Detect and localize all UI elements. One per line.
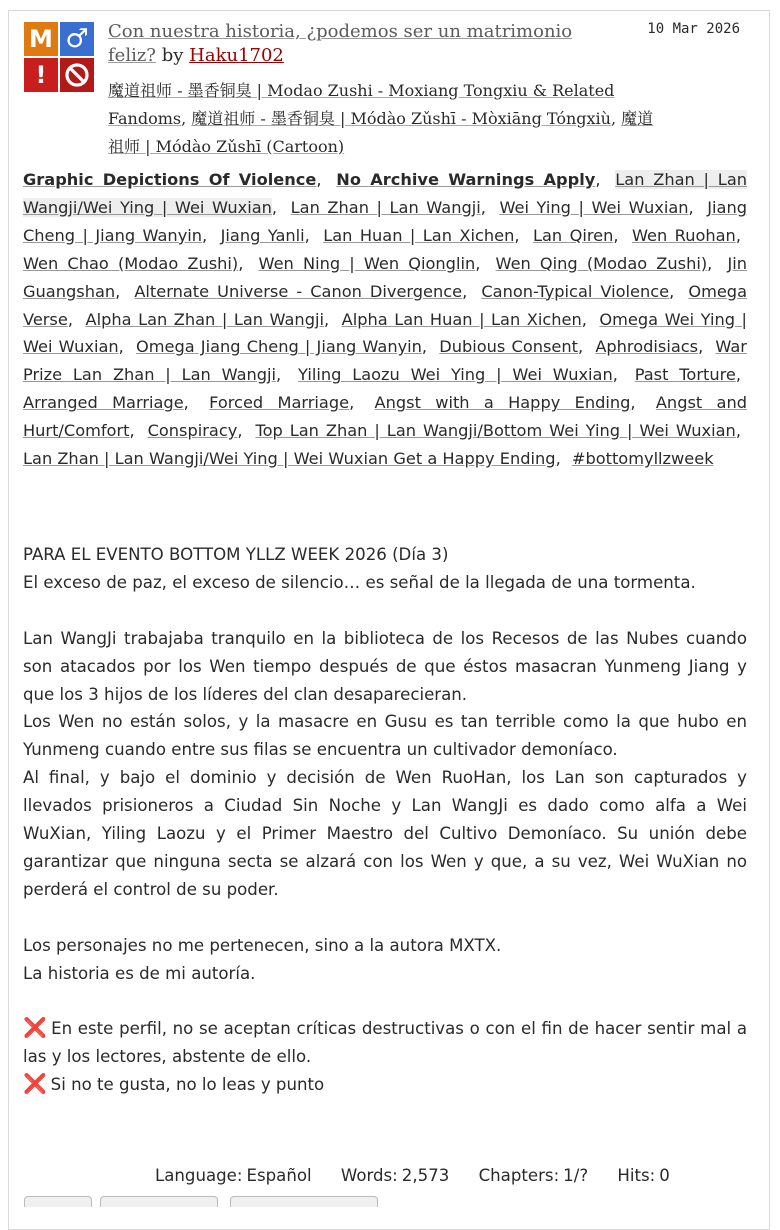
fandom-link[interactable]: 魔道祖师 | Módào Zǔshī (Cartoon): [108, 109, 654, 156]
summary-disclaimer: Los personajes no me pertenecen, sino a la autora MXTX.: [23, 935, 502, 955]
tag-link[interactable]: Jin Guangshan: [23, 253, 747, 301]
tag-separator: ,: [462, 281, 468, 301]
tag-separator: ,: [735, 225, 741, 245]
tag-separator: ,: [316, 170, 322, 189]
tag-separator: ,: [323, 309, 330, 329]
tag-separator: ,: [630, 393, 636, 413]
tag-separator: ,: [115, 281, 121, 301]
hits-label: Hits:: [617, 1166, 656, 1185]
action-button[interactable]: [24, 1196, 92, 1207]
tag-separator: ,: [183, 393, 189, 413]
tag-link[interactable]: Jiang Cheng | Jiang Wanyin: [23, 197, 747, 245]
warning-tag-link[interactable]: No Archive Warnings Apply: [336, 170, 596, 189]
tag-separator: ,: [118, 337, 124, 357]
tag-link[interactable]: Wei Ying | Wei Wuxian: [499, 197, 689, 217]
fandom-link[interactable]: 魔道祖师 - 墨香铜臭 | Módào Zǔshī - Mòxiāng Tóngxiù: [191, 109, 611, 128]
tag-separator: ,: [304, 225, 310, 245]
by-label: by: [161, 45, 184, 66]
tag-separator: ,: [129, 421, 135, 441]
tag-link[interactable]: Omega Verse: [23, 281, 747, 329]
cross-mark-icon: ❌: [23, 1073, 47, 1096]
tag-link[interactable]: Dubious Consent: [439, 337, 578, 357]
tag-separator: ,: [514, 225, 520, 245]
tag-link[interactable]: Past Torture: [634, 365, 736, 385]
tag-separator: ,: [612, 365, 618, 385]
tag-separator: ,: [581, 309, 587, 329]
language-value: Español: [246, 1166, 312, 1185]
date-published: 10 Mar 2026: [647, 21, 740, 37]
summary-paragraph: Los Wen no están solos, y la masacre en Gusu es tan terrible como la que hubo en Yunmeng cuando entre sus filas se encuentra un cultivador demoníaco.: [23, 712, 747, 760]
tag-separator: ,: [707, 253, 713, 273]
tag-link[interactable]: Omega Jiang Cheng | Jiang Wanyin: [135, 337, 422, 357]
tag-separator: ,: [421, 337, 428, 357]
summary-paragraph: Lan WangJi trabajaba tranquilo en la biblioteca de los Recesos de las Nubes cuando son atacados por los Wen tiempo después de que éstos masacran Yunmeng Jiang y que los 3 hijos de los líderes del clan desaparecieran.: [23, 628, 747, 704]
tag-link[interactable]: War Prize Lan Zhan | Lan Wangji: [23, 337, 747, 385]
tag-link[interactable]: Lan Zhan | Lan Wangji/Wei Ying | Wei Wuxian Get a Happy Ending: [23, 449, 556, 469]
tag-link[interactable]: Angst with a Happy Ending: [374, 393, 631, 413]
hits-value: 0: [659, 1166, 670, 1185]
chapters-value: 1/?: [563, 1166, 589, 1185]
tag-separator: ,: [276, 365, 282, 385]
tag-link[interactable]: Aphrodisiacs: [595, 337, 699, 357]
tag-link[interactable]: Alternate Universe - Canon Divergence: [134, 281, 463, 301]
tag-separator: ,: [237, 421, 243, 441]
action-button[interactable]: [230, 1196, 378, 1207]
tag-link[interactable]: Wen Qing (Modao Zushi): [495, 253, 708, 273]
rating-mature-icon[interactable]: M: [24, 22, 58, 56]
tag-link[interactable]: Alpha Lan Zhan | Lan Wangji: [85, 309, 324, 329]
tag-link[interactable]: Alpha Lan Huan | Lan Xichen: [341, 309, 582, 329]
tag-link[interactable]: Forced Marriage: [209, 393, 350, 413]
required-tags: [24, 22, 94, 92]
language-label: Language:: [155, 1166, 243, 1185]
summary-notice: [23, 1071, 747, 1099]
tag-link[interactable]: Arranged Marriage: [23, 393, 184, 413]
tag-link[interactable]: Jiang Yanli: [220, 225, 305, 245]
incomplete-work-icon[interactable]: [60, 58, 94, 92]
words-value: 2,573: [401, 1166, 450, 1185]
tag-separator: ,: [688, 197, 694, 217]
summary-disclaimer: La historia es de mi autoría.: [23, 963, 256, 983]
fandoms-list: 魔道祖师 - 墨香铜臭 | Modao Zushi - Moxiang Tongxiu & Related Fandoms, 魔道祖师 - 墨香铜臭 | Módào Zǔshī - Mòxiāng Tóngxiù, 魔道祖师 | Módào Zǔshī (Cartoon): [108, 81, 654, 156]
tag-link[interactable]: Lan Huan | Lan Xichen: [323, 225, 515, 245]
tag-link[interactable]: Wen Ruohan: [631, 225, 736, 245]
tag-separator: ,: [613, 225, 619, 245]
category-mm-icon[interactable]: ♂: [60, 22, 94, 56]
tag-separator: ,: [349, 393, 355, 413]
tags-list: [23, 166, 747, 473]
tag-separator: ,: [480, 197, 486, 217]
tag-separator: ,: [555, 449, 561, 469]
author-link[interactable]: Haku1702: [189, 45, 284, 66]
tag-separator: ,: [735, 421, 741, 441]
summary-paragraph: El exceso de paz, el exceso de silencio… es señal de la llegada de una tormenta.: [23, 572, 696, 592]
tag-separator: ,: [202, 225, 208, 245]
tag-separator: ,: [475, 253, 481, 273]
tag-separator: ,: [577, 337, 584, 357]
summary-notice: [23, 1015, 747, 1071]
summary-paragraph: Al final, y bajo el dominio y decisión de Wen RuoHan, los Lan son capturados y llevados prisioneros a Ciudad Sin Noche y Lan WangJi es dado como alfa a Wei WuXian, Yiling Laozu y el Primer Maestro del Cultivo Demoníaco. Su unión debe garantizar que ninguna secta se alzará con los Wen y que, a su vez, Wei WuXian no perderá el control de su poder.: [23, 768, 747, 899]
work-stats: [155, 1166, 674, 1185]
work-title-link[interactable]: Con nuestra historia, ¿podemos ser un matrimonio feliz?: [108, 21, 573, 66]
tag-link[interactable]: Top Lan Zhan | Lan Wangji/Bottom Wei Ying | Wei Wuxian: [255, 421, 736, 441]
tag-link[interactable]: Canon-Typical Violence: [481, 281, 670, 301]
tag-separator: ,: [735, 365, 741, 385]
words-label: Words:: [340, 1166, 398, 1185]
tag-separator: ,: [595, 170, 601, 189]
tag-separator: ,: [698, 337, 704, 357]
prohibition-icon: [62, 60, 92, 90]
summary-notice-text: En este perfil, no se aceptan críticas destructivas o con el fin de hacer sentir mal a las y los lectores, abstente de ello.: [23, 1019, 747, 1067]
tag-separator: ,: [238, 253, 244, 273]
tag-link[interactable]: Wen Chao (Modao Zushi): [23, 253, 239, 273]
summary-notice-text: Si no te gusta, no lo leas y punto: [50, 1075, 325, 1095]
tag-link[interactable]: Omega Wei Ying | Wei Wuxian: [23, 309, 747, 357]
tag-separator: ,: [67, 309, 73, 329]
tag-link[interactable]: Angst and Hurt/Comfort: [23, 393, 747, 441]
tag-link[interactable]: Wen Ning | Wen Qionglin: [258, 253, 476, 273]
cross-mark-icon: ❌: [23, 1017, 48, 1040]
tag-separator: ,: [669, 281, 675, 301]
tag-link[interactable]: Yiling Laozu Wei Ying | Wei Wuxian: [298, 365, 613, 385]
tag-link[interactable]: Conspiracy: [147, 421, 238, 441]
action-button[interactable]: [100, 1196, 218, 1207]
warning-tag-link[interactable]: Graphic Depictions Of Violence: [23, 170, 317, 189]
summary: [23, 541, 747, 1099]
tag-link[interactable]: Lan Zhan | Lan Wangji: [290, 197, 481, 217]
fandom-link[interactable]: 魔道祖师 - 墨香铜臭 | Modao Zushi - Moxiang Tongxiu & Related Fandoms: [108, 81, 615, 128]
work-heading: [108, 20, 608, 68]
tag-link[interactable]: Lan Qiren: [532, 225, 614, 245]
relationship-tag-link[interactable]: Lan Zhan | Lan Wangji/Wei Ying | Wei Wuxian: [23, 170, 747, 217]
summary-event-line: PARA EL EVENTO BOTTOM YLLZ WEEK 2026 (Día 3): [23, 545, 449, 564]
chapters-label: Chapters:: [478, 1166, 560, 1185]
warnings-icon[interactable]: !: [24, 58, 58, 92]
tag-link[interactable]: #bottomyllzweek: [571, 449, 714, 469]
tag-separator: ,: [271, 197, 278, 217]
